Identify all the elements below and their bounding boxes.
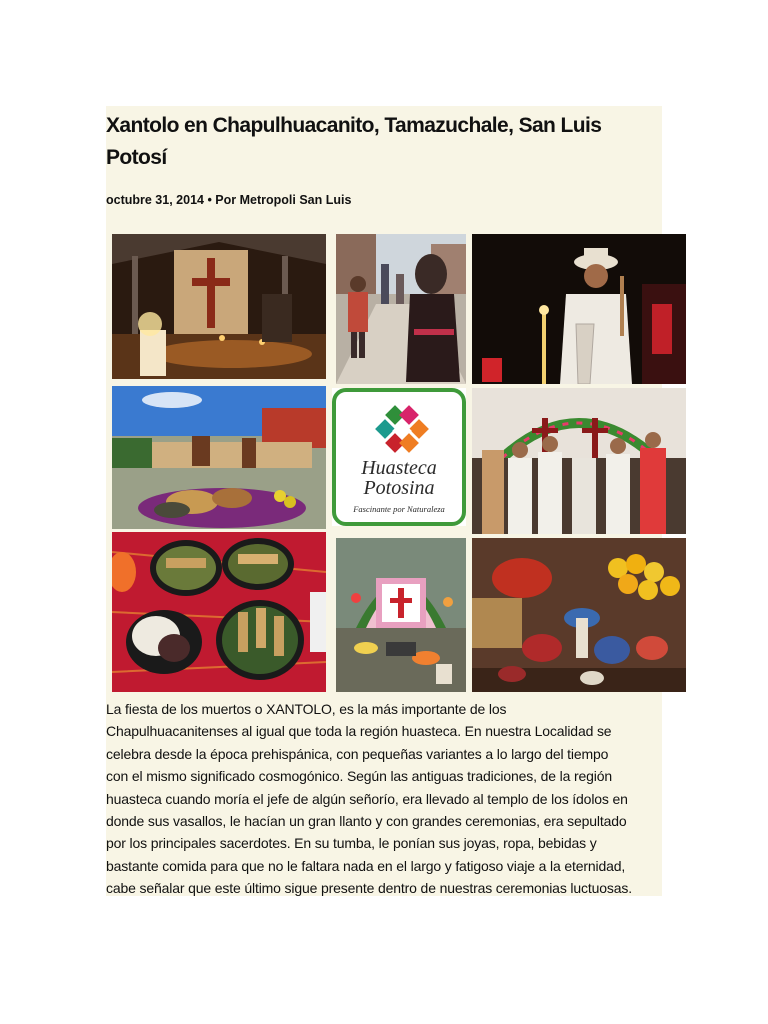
photo-flower-altar bbox=[336, 538, 466, 692]
photo-tamales bbox=[112, 532, 326, 692]
logo-brand-line1: Huasteca bbox=[361, 457, 437, 479]
article-byline: octubre 31, 2014 • Por Metropoli San Luis bbox=[106, 193, 352, 207]
photo-market-plaza bbox=[112, 386, 326, 529]
photo-floral-arch bbox=[472, 388, 686, 534]
photo-procession bbox=[336, 234, 466, 384]
photo-man-hat-night bbox=[472, 234, 686, 384]
logo-brand-line2: Potosina bbox=[363, 477, 435, 499]
article bbox=[106, 106, 662, 896]
logo-tagline: Fascinante por Naturaleza bbox=[353, 504, 445, 514]
article-title: Xantolo en Chapulhuacanito, Tamazuchale, San Luis Potosí bbox=[106, 114, 602, 169]
article-body: La fiesta de los muertos o XANTOLO, es la más importante de los Chapulhuacanitenses al igual que toda la región huasteca. En nuestra Localidad se celebra desde la época prehispánica, con pequeñas variantes a lo largo del tiempo con el mismo significado cosmogónico. Según las antiguas tradiciones, de la región huasteca cuando moría el jefe de algún señorío, era llevado al templo de los ídolos en donde sus vasallos, le hacían un gran llanto y con grandes ceremonias, era sepultado por los principales sacerdotes. En su tumba, le ponían sus joyas, ropa, bebidas y bastante comida para que no le faltara nada en el largo y fatigoso viaje a la eternidad, cabe señalar que este último sigue presente dentro de nuestras ceremonias luctuosas. bbox=[106, 701, 632, 897]
huasteca-potosina-logo bbox=[332, 388, 466, 526]
photo-marigolds-pottery bbox=[472, 538, 686, 692]
photo-altar-candles bbox=[112, 234, 326, 379]
photo-collage bbox=[110, 232, 686, 692]
